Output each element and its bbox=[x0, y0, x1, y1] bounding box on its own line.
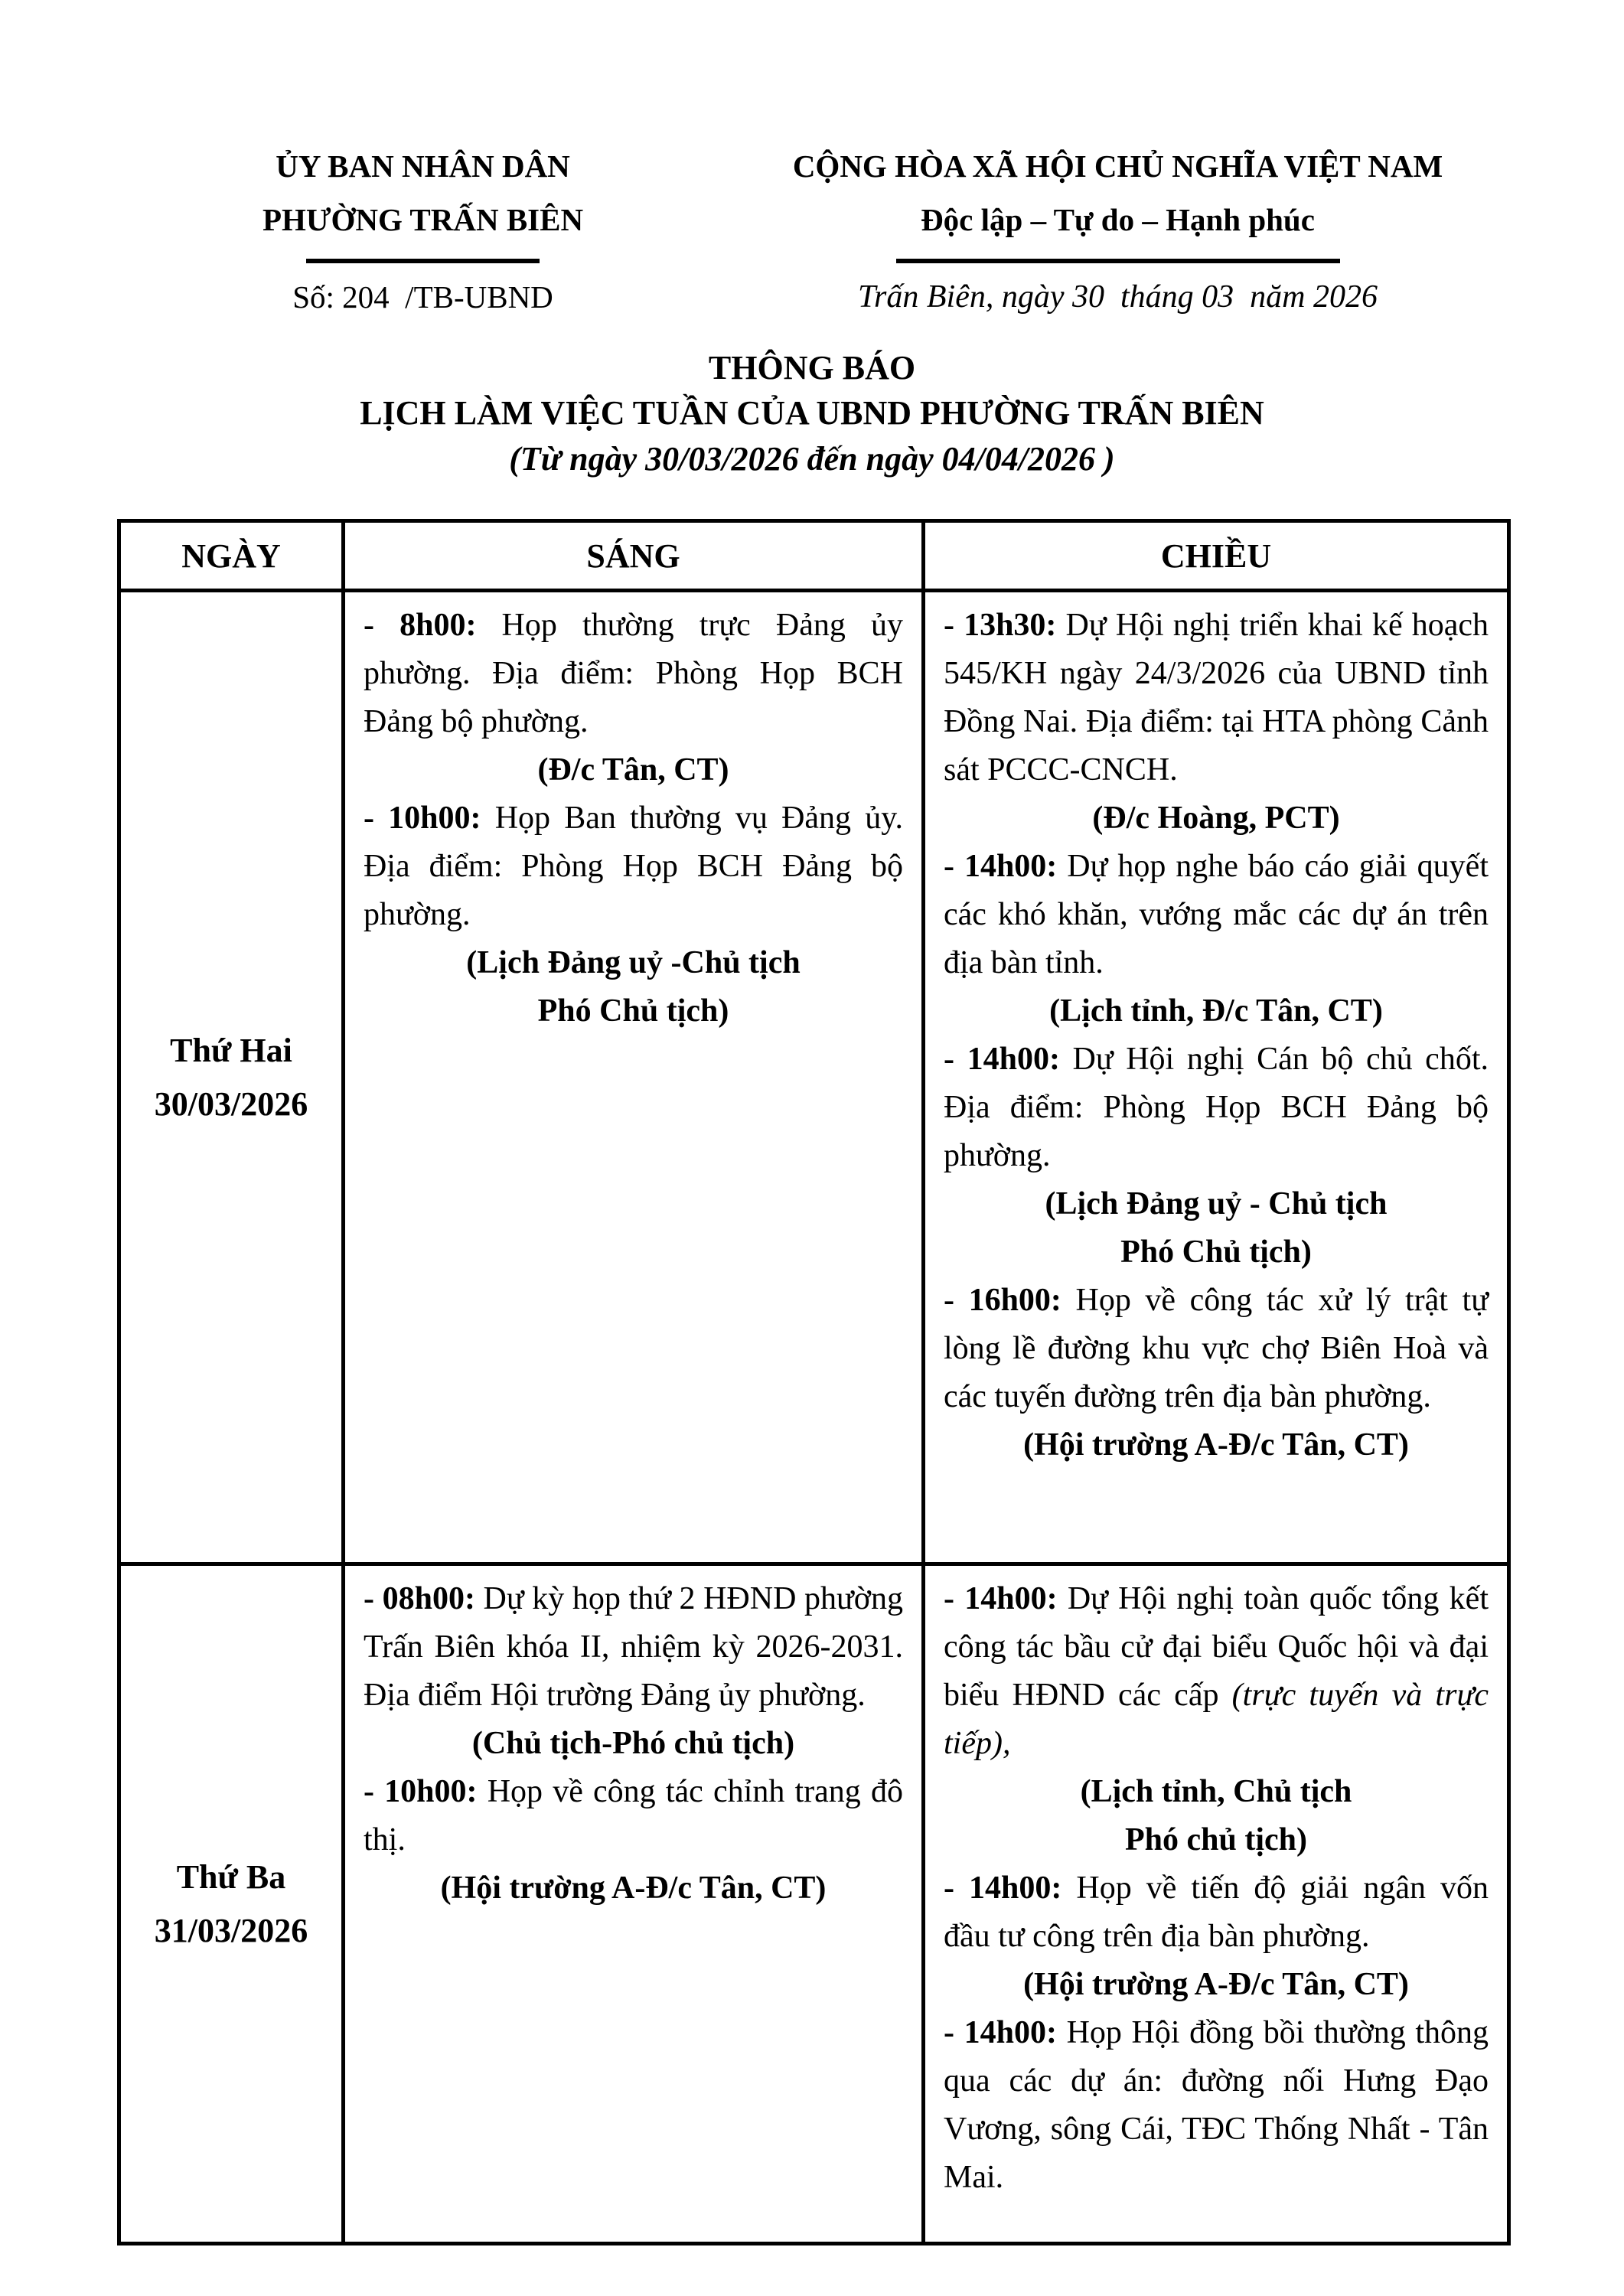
day-name: Thứ Ba bbox=[176, 1857, 286, 1896]
schedule-entry: - 13h30: Dự Hội nghị triển khai kế hoạch 545/KH ngày 24/3/2026 của UBND tỉnh Đồng Nai. Địa điểm: tại HTA phòng Cảnh sát PCCC-CNCH. bbox=[944, 608, 1489, 788]
doc-number: Số: 204 /TB-UBND bbox=[292, 279, 553, 315]
afternoon-cell bbox=[924, 591, 1509, 1564]
schedule-entry: - 8h00: Họp thường trực Đảng ủy phường. Địa điểm: Phòng Họp BCH Đảng bộ phường. bbox=[364, 608, 903, 739]
attendee-note-line: (Hội trường A-Đ/c Tân, CT) bbox=[1023, 1967, 1409, 2002]
schedule-day-row bbox=[119, 1564, 1509, 2244]
org-name: PHƯỜNG TRẤN BIÊN bbox=[262, 202, 584, 237]
schedule-entry: - 14h00: Dự Hội nghị Cán bộ chủ chốt. Địa điểm: Phòng Họp BCH Đảng bộ phường. bbox=[944, 1042, 1489, 1173]
schedule-entry: - 10h00: Họp về công tác chỉnh trang đô thị. bbox=[364, 1774, 903, 1857]
header-issuing-org bbox=[117, 139, 729, 318]
column-header-afternoon: CHIỀU bbox=[924, 521, 1509, 591]
org-underline-rule bbox=[306, 259, 540, 263]
motto-underline-rule bbox=[896, 259, 1340, 263]
entry-time-label: - 10h00: bbox=[364, 1774, 488, 1809]
attendee-note bbox=[364, 1720, 903, 1768]
schedule-entry: - 08h00: Dự kỳ họp thứ 2 HĐND phường Trấn Biên khóa II, nhiệm kỳ 2026-2031. Địa điểm Hội trường Đảng ủy phường. bbox=[364, 1581, 903, 1713]
attendee-note bbox=[364, 939, 903, 1035]
title-block bbox=[117, 346, 1507, 482]
day-cell bbox=[119, 591, 344, 1564]
day-date: 30/03/2026 bbox=[154, 1084, 308, 1123]
attendee-note-line: (Đ/c Tân, CT) bbox=[537, 752, 729, 788]
entry-time-label: - 08h00: bbox=[364, 1581, 484, 1616]
doc-subject-title: LỊCH LÀM VIỆC TUẦN CỦA UBND PHƯỜNG TRẤN BIÊN bbox=[360, 394, 1264, 432]
attendee-note-line: Phó Chủ tịch) bbox=[537, 993, 729, 1029]
attendee-note bbox=[944, 1180, 1489, 1277]
doc-type-title: THÔNG BÁO bbox=[708, 349, 916, 386]
schedule-entry: - 14h00: Dự họp nghe báo cáo giải quyết các khó khăn, vướng mắc các dự án trên địa bàn tỉnh. bbox=[944, 849, 1489, 980]
day-name: Thứ Hai bbox=[170, 1031, 292, 1069]
column-header-day: NGÀY bbox=[119, 521, 344, 591]
attendee-note-line: (Lịch Đảng uỷ -Chủ tịch bbox=[466, 945, 801, 980]
entry-time-label: - 14h00: bbox=[944, 1581, 1068, 1616]
afternoon-cell bbox=[924, 1564, 1509, 2244]
entry-italic-text: (trực tuyến và trực tiếp), bbox=[944, 1678, 1489, 1761]
header-national bbox=[729, 139, 1507, 318]
national-motto-line1: CỘNG HÒA XÃ HỘI CHỦ NGHĨA VIỆT NAM bbox=[792, 148, 1443, 184]
entry-time-label: - 14h00: bbox=[944, 1870, 1077, 1906]
attendee-note bbox=[944, 794, 1489, 843]
day-date: 31/03/2026 bbox=[154, 1911, 308, 1949]
morning-cell bbox=[344, 1564, 924, 2244]
attendee-note-line: Phó chủ tịch) bbox=[1124, 1822, 1307, 1857]
attendee-note-line: (Đ/c Hoàng, PCT) bbox=[1092, 801, 1340, 836]
column-header-morning: SÁNG bbox=[344, 521, 924, 591]
attendee-note bbox=[944, 1421, 1489, 1469]
morning-cell bbox=[344, 591, 924, 1564]
attendee-note-line: (Chủ tịch-Phó chủ tịch) bbox=[471, 1726, 795, 1761]
attendee-note-line: (Hội trường A-Đ/c Tân, CT) bbox=[440, 1870, 827, 1906]
attendee-note-line: (Hội trường A-Đ/c Tân, CT) bbox=[1023, 1427, 1409, 1463]
entry-time-label: - 10h00: bbox=[364, 801, 495, 836]
entry-time-label: - 14h00: bbox=[944, 849, 1068, 884]
doc-period-subtitle: (Từ ngày 30/03/2026 đến ngày 04/04/2026 ) bbox=[509, 440, 1115, 478]
day-cell bbox=[119, 1564, 344, 2244]
attendee-note bbox=[364, 1864, 903, 1913]
org-parent-name: ỦY BAN NHÂN DÂN bbox=[276, 148, 570, 184]
entry-time-label: - 13h30: bbox=[944, 608, 1066, 643]
schedule-table-head bbox=[119, 521, 1509, 591]
schedule-entry: - 10h00: Họp Ban thường vụ Đảng ủy. Địa điểm: Phòng Họp BCH Đảng bộ phường. bbox=[364, 801, 903, 932]
schedule-table-body bbox=[119, 591, 1509, 2244]
attendee-note-line: (Lịch tỉnh, Chủ tịch bbox=[1080, 1774, 1352, 1809]
national-motto-line2: Độc lập – Tự do – Hạnh phúc bbox=[921, 202, 1315, 237]
attendee-note bbox=[944, 1961, 1489, 2009]
attendee-note-line: (Lịch Đảng uỷ - Chủ tịch bbox=[1045, 1186, 1388, 1221]
place-and-date: Trấn Biên, ngày 30 tháng 03 năm 2026 bbox=[858, 279, 1378, 315]
attendee-note bbox=[364, 746, 903, 794]
schedule-entry: - 14h00: Dự Hội nghị toàn quốc tổng kết công tác bầu cử đại biểu Quốc hội và đại biểu HĐND các cấp (trực tuyến và trực tiếp), bbox=[944, 1581, 1489, 1761]
weekly-schedule-table bbox=[117, 519, 1511, 2245]
entry-time-label: - 8h00: bbox=[364, 608, 502, 643]
header-row bbox=[119, 521, 1509, 591]
schedule-day-row bbox=[119, 591, 1509, 1564]
attendee-note-line: Phó Chủ tịch) bbox=[1120, 1234, 1312, 1270]
entry-time-label: - 14h00: bbox=[944, 1042, 1073, 1077]
schedule-entry: - 14h00: Họp về tiến độ giải ngân vốn đầu tư công trên địa bàn phường. bbox=[944, 1870, 1489, 1954]
document-header bbox=[117, 139, 1507, 318]
entry-time-label: - 14h00: bbox=[944, 2015, 1067, 2050]
schedule-entry: - 16h00: Họp về công tác xử lý trật tự lòng lề đường khu vực chợ Biên Hoà và các tuyến đường trên địa bàn phường. bbox=[944, 1283, 1489, 1414]
attendee-note bbox=[944, 987, 1489, 1035]
attendee-note-line: (Lịch tỉnh, Đ/c Tân, CT) bbox=[1049, 993, 1383, 1029]
entry-time-label: - 16h00: bbox=[944, 1283, 1076, 1318]
schedule-entry: - 14h00: Họp Hội đồng bồi thường thông qua các dự án: đường nối Hưng Đạo Vương, sông Cái, TĐC Thống Nhất - Tân Mai. bbox=[944, 2015, 1489, 2195]
attendee-note bbox=[944, 1768, 1489, 1864]
document-content bbox=[117, 0, 1507, 2245]
